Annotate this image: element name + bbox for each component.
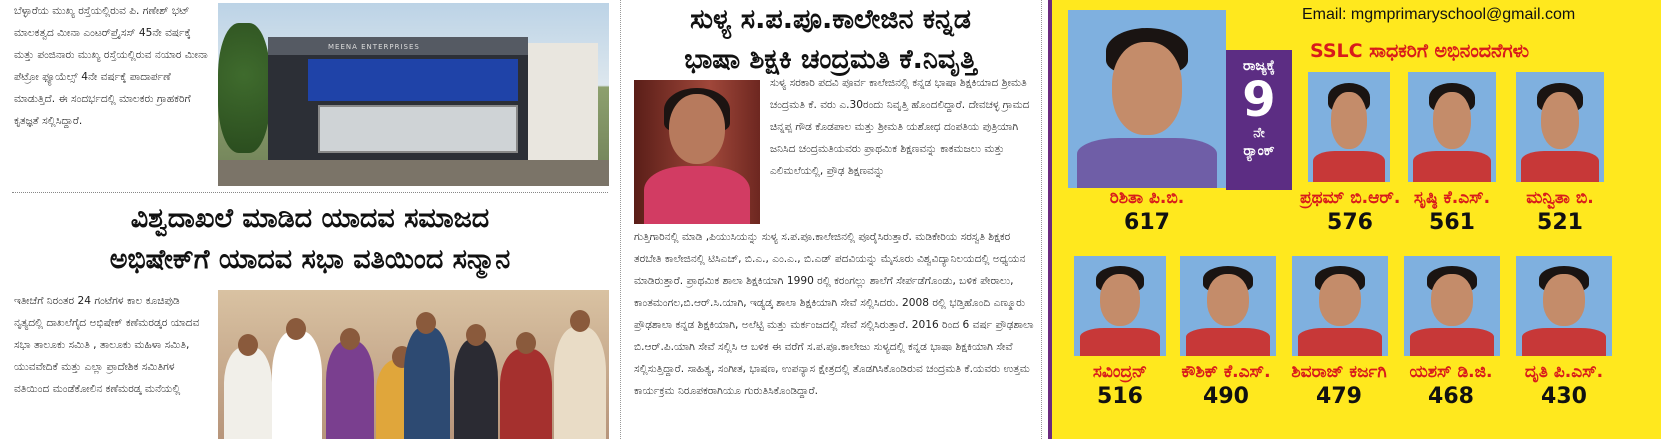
student-face <box>1112 42 1182 135</box>
story3-headline-line2: ಭಾಷಾ ಶಿಕ್ಷಕಿ ಚಂದ್ರಮತಿ ಕೆ.ನಿವೃತ್ತಿ <box>684 44 977 75</box>
felicitation-group-photo <box>218 290 609 439</box>
student-face <box>1541 92 1580 149</box>
student-score: 617 <box>1124 210 1170 235</box>
student-photo <box>1308 72 1390 182</box>
student-face <box>1433 92 1472 149</box>
story2-headline <box>12 198 608 280</box>
rank-number: 9 <box>1242 72 1276 128</box>
student-name: ಪ್ರಥಮ್ ಬಿ.ಆರ್. <box>1300 188 1401 208</box>
story-divider <box>12 192 608 193</box>
student-uniform <box>1410 328 1494 356</box>
student-name: ಶಿವರಾಜ್ ಕರ್ಜಗಿ <box>1291 362 1387 382</box>
story1-paragraph: ಬೆಳ್ಳಾರೆಯ ಮುಖ್ಯ ರಸ್ತೆಯಲ್ಲಿರುವ ಪಿ. ಗಣೇಶ್ ಭಟ್ ಮಾಲಕತ್ವದ ಮೀನಾ ಎಂಟರ್‌ಪ್ರೈಸಸ್ 45ನೇ ವರ್ಷಕ್ಕೆ ಮತ್ತು ಪಂಜಿನಾರು ಮುಖ್ಯ ರಸ್ತೆಯಲ್ಲಿರುವ ನಯಾರ ಮೀನಾ ಪೆಟ್ರೋ ಫ್ಯೂಯೆಲ್ಸ್ 4ನೇ ವರ್ಷಕ್ಕೆ ಪಾದಾರ್ಪಣೆ ಮಾಡುತ್ತಿದೆ. ಈ ಸಂದರ್ಭದಲ್ಲಿ ಮಾಲಕರು ಗ್ರಾಹಕರಿಗೆ ಕೃತಜ್ಞತೆ ಸಲ್ಲಿಸಿದ್ದಾರೆ. <box>14 5 208 127</box>
student-score: 490 <box>1203 384 1249 409</box>
student-photo <box>1068 10 1226 188</box>
student-uniform <box>1313 151 1385 182</box>
student-photo <box>1404 256 1500 356</box>
person-figure <box>404 327 450 439</box>
story3-paragraph-a: ಸುಳ್ಯ ಸರಕಾರಿ ಪದವಿ ಪೂರ್ವ ಕಾಲೇಜಿನಲ್ಲಿ ಕನ್ನಡ ಭಾಷಾ ಶಿಕ್ಷಕಿಯಾದ ಶ್ರೀಮತಿ ಚಂದ್ರಮತಿ ಕೆ. ವರು ಎ.30ರಂದು ನಿವೃತ್ತಿ ಹೊಂದಲಿದ್ದಾರೆ. ದೇವಚಳ್ಳ ಗ್ರಾಮದ ಚಿನ್ನಪ್ಪ ಗೌಡ ಕೊಡಪಾಲ ಮತ್ತು ಶ್ರೀಮತಿ ಯಶೋಧ ದಂಪತಿಯ ಪುತ್ರಿಯಾಗಿ ಜನಿಸಿದ ಚಂದ್ರಮತಿಯವರು ಪ್ರಾಥಮಿಕ ಶಿಕ್ಷಣವನ್ನು ಕಾಕಮಜಲು ಮತ್ತು ಎಲಿಮಲೆಯಲ್ಲಿ, ಪ್ರೌಢ ಶಿಕ್ಷಣವನ್ನು <box>770 77 1030 177</box>
student-face <box>1207 274 1249 326</box>
student-face <box>1319 274 1361 326</box>
student-uniform <box>1522 328 1606 356</box>
student-name: ಯಶಸ್ ಡಿ.ಜಿ. <box>1409 362 1493 382</box>
middle-column <box>626 0 1035 439</box>
student-name: ಸವಿಂದ್ರನ್ <box>1092 362 1148 382</box>
person-figure <box>454 339 498 439</box>
rank-suffix: ನೇ <box>1253 126 1265 141</box>
student-name: ಮನ್ವಿತಾ ಬಿ. <box>1526 188 1594 208</box>
column-rule <box>1041 0 1042 439</box>
story2-headline-line1: ವಿಶ್ವದಾಖಲೆ ಮಾಡಿದ ಯಾದವ ಸಮಾಜದ <box>130 203 490 234</box>
person-head <box>340 328 360 350</box>
person-head <box>416 312 436 334</box>
column-rule <box>620 0 621 439</box>
ad-email: Email: mgmprimaryschool@gmail.com <box>1302 6 1576 23</box>
portrait-saree <box>644 166 750 224</box>
road <box>218 160 609 186</box>
student-name: ದೃತಿ ಪಿ.ಎಸ್. <box>1524 362 1604 382</box>
person-head <box>570 310 590 332</box>
student-uniform <box>1077 138 1216 188</box>
rank-badge <box>1226 50 1292 190</box>
student-uniform <box>1298 328 1382 356</box>
student-uniform <box>1413 151 1490 182</box>
teacher-portrait-photo <box>634 80 760 224</box>
student-score: 561 <box>1429 210 1475 235</box>
rank-label: ರಾಜ್ಯಕ್ಕೆ <box>1243 58 1275 74</box>
person-head <box>238 334 258 356</box>
student-photo <box>1408 72 1496 182</box>
student-name: ರಿಶಿತಾ ಪಿ.ಬಿ. <box>1109 188 1185 208</box>
tree-image <box>218 23 270 153</box>
student-face <box>1100 274 1140 326</box>
student-face <box>1331 92 1367 149</box>
student-face <box>1431 274 1473 326</box>
student-name: ಸೃಷ್ಠಿ ಕೆ.ಎಸ್. <box>1413 188 1491 208</box>
story3-paragraph-b: ಗುತ್ತಿಗಾರಿನಲ್ಲಿ ಮಾಡಿ ,ಪಿಯುಸಿಯನ್ನು ಸುಳ್ಯ ಸ.ಪ.ಪೂ.ಕಾಲೇಜಿನಲ್ಲಿ ಪೂರೈಸಿರುತ್ತಾರೆ. ಮಡಿಕೇರಿಯ ಸರಸ್ವತಿ ಶಿಕ್ಷಕರ ತರಬೇತಿ ಕಾಲೇಜಿನಲ್ಲಿ ಟಿಸಿಎಚ್, ಬಿ.ಎ., ಎಂ.ಎ., ಬಿ.ಎಡ್ ಪದವಿಯನ್ನು ಮೈಸೂರು ವಿಶ್ವವಿದ್ಯಾನಿಲಯದಲ್ಲಿ ಅಧ್ಯಯನ ಮಾಡಿರುತ್ತಾರೆ. ಪ್ರಾಥಮಿಕ ಶಾಲಾ ಶಿಕ್ಷಕಿಯಾಗಿ 1990 ರಲ್ಲಿ ಕರಂಗಲ್ಲು ಶಾಲೆಗೆ ಸೇರ್ಪಡೆಗೊಂಡು, ಬಳಿಕ ಪೇರಾಲು, ಕಾಂತಮಂಗಲ,ಬಿ.ಆರ್.ಸಿ.ಯಾಗಿ, ಇಡ್ಯಡ್ಕ ಶಾಲಾ ಶಿಕ್ಷಕಿಯಾಗಿ ಸೇವೆ ಸಲ್ಲಿಸಿದರು. 2008 ರಲ್ಲಿ ಭಡ್ತಿಹೊಂದಿ ಎಣ್ಮೂರು ಪ್ರೌಢಶಾಲಾ ಕನ್ನಡ ಶಿಕ್ಷಕಿಯಾಗಿ, ಅಲೆಟ್ಟಿ ಮತ್ತು ಮರ್ಕಂಜದಲ್ಲಿ ಸೇವೆ ಸಲ್ಲಿಸಿರುತ್ತಾರೆ. 2016 ರಿಂದ 6 ವರ್ಷ ಪ್ರೌಢಶಾಲಾ ಬಿ.ಆರ್.ಪಿ.ಯಾಗಿ ಸೇವೆ ಸಲ್ಲಿಸಿ ಆ ಬಳಿಕ ಈ ವರೆಗೆ ಸ.ಪ.ಪೂ.ಕಾಲೇಜು ಸುಳ್ಯದಲ್ಲಿ ಕನ್ನಡ ಭಾಷಾ ಶಿಕ್ಷಕಿಯಾಗಿ ಸೇವೆ ಸಲ್ಲಿಸುತ್ತಿದ್ದಾರೆ. ಸಾಹಿತ್ಯ, ಸಂಗೀತ, ಭಾಷಣ, ಉಪನ್ಯಾಸ ಕ್ಷೇತ್ರದಲ್ಲಿ ತೊಡಗಿಸಿಕೊಂಡಿರುವ ಚಂದ್ರಮತಿ ಕೆ.ಯವರು ಉತ್ತಮ ಕಾರ್ಯಕ್ರಮ ನಿರೂಪಕರಾಗಿಯೂ ಗುರುತಿಸಿಕೊಂಡಿದ್ದಾರೆ. <box>634 231 1034 397</box>
student-score: 521 <box>1537 210 1583 235</box>
student-uniform <box>1521 151 1598 182</box>
person-figure <box>554 327 606 439</box>
person-head <box>466 324 486 346</box>
building-glass-panel <box>308 59 518 101</box>
left-column <box>0 0 615 439</box>
person-head <box>286 318 306 340</box>
student-score: 576 <box>1327 210 1373 235</box>
story3-headline <box>626 0 1035 80</box>
building-sign: MEENA ENTERPRISES <box>328 43 420 51</box>
story2-paragraph: ಇತೀಚೆಗೆ ನಿರಂತರ 24 ಗಂಟೆಗಳ ಕಾಲ ಕೂಚಿಪುಡಿ ನೃತ್ಯದಲ್ಲಿ ದಾಖಲೆಗೈದ ಅಭಿಷೇಕ್ ಕಣೆಮರಡ್ಕರ ಯಾದವ ಸಭಾ ತಾಲೂಕು ಸಮಿತಿ , ತಾಲೂಕು ಮಹಿಳಾ ಸಮಿತಿ, ಯುವವೇದಿಕೆ ಮತ್ತು ಎಲ್ಲಾ ಪ್ರಾದೇಶಿಕ ಸಮಿತಿಗಳ ವತಿಯಿಂದ ಮಂಡೆಕೋಲಿನ ಕಣೆಮರಡ್ಕ ಮನೆಯಲ್ಲಿ <box>14 295 200 395</box>
student-uniform <box>1186 328 1270 356</box>
person-figure <box>500 349 552 439</box>
shop-window <box>318 105 518 153</box>
person-figure <box>326 341 374 439</box>
student-photo <box>1516 72 1604 182</box>
student-score: 479 <box>1316 384 1362 409</box>
story3-headline-line1: ಸುಳ್ಯ ಸ.ಪ.ಪೂ.ಕಾಲೇಜಿನ ಕನ್ನಡ <box>690 4 971 35</box>
student-photo <box>1516 256 1612 356</box>
person-head <box>516 332 536 354</box>
ad-title: SSLC ಸಾಧಕರಿಗೆ ಅಭಿನಂದನೆಗಳು <box>1310 40 1529 62</box>
student-uniform <box>1080 328 1161 356</box>
student-photo <box>1074 256 1166 356</box>
story2-headline-line2: ಅಭಿಷೇಕ್‌ಗೆ ಯಾದವ ಸಭಾ ವತಿಯಿಂದ ಸನ್ಮಾನ <box>109 244 511 275</box>
person-figure <box>224 347 272 439</box>
portrait-face <box>669 94 725 164</box>
student-photo <box>1180 256 1276 356</box>
meena-enterprises-building-photo <box>218 3 609 186</box>
student-score: 468 <box>1428 384 1474 409</box>
student-name: ಕೌಶಿಕ್ ಕೆ.ಎಸ್. <box>1181 362 1271 382</box>
student-photo <box>1292 256 1388 356</box>
rank-word: ರ್‍ಯಾಂಕ್ <box>1243 143 1275 159</box>
student-face <box>1543 274 1585 326</box>
person-figure <box>272 331 322 439</box>
school-advertisement <box>1048 0 1661 439</box>
student-score: 430 <box>1541 384 1587 409</box>
student-score: 516 <box>1097 384 1143 409</box>
